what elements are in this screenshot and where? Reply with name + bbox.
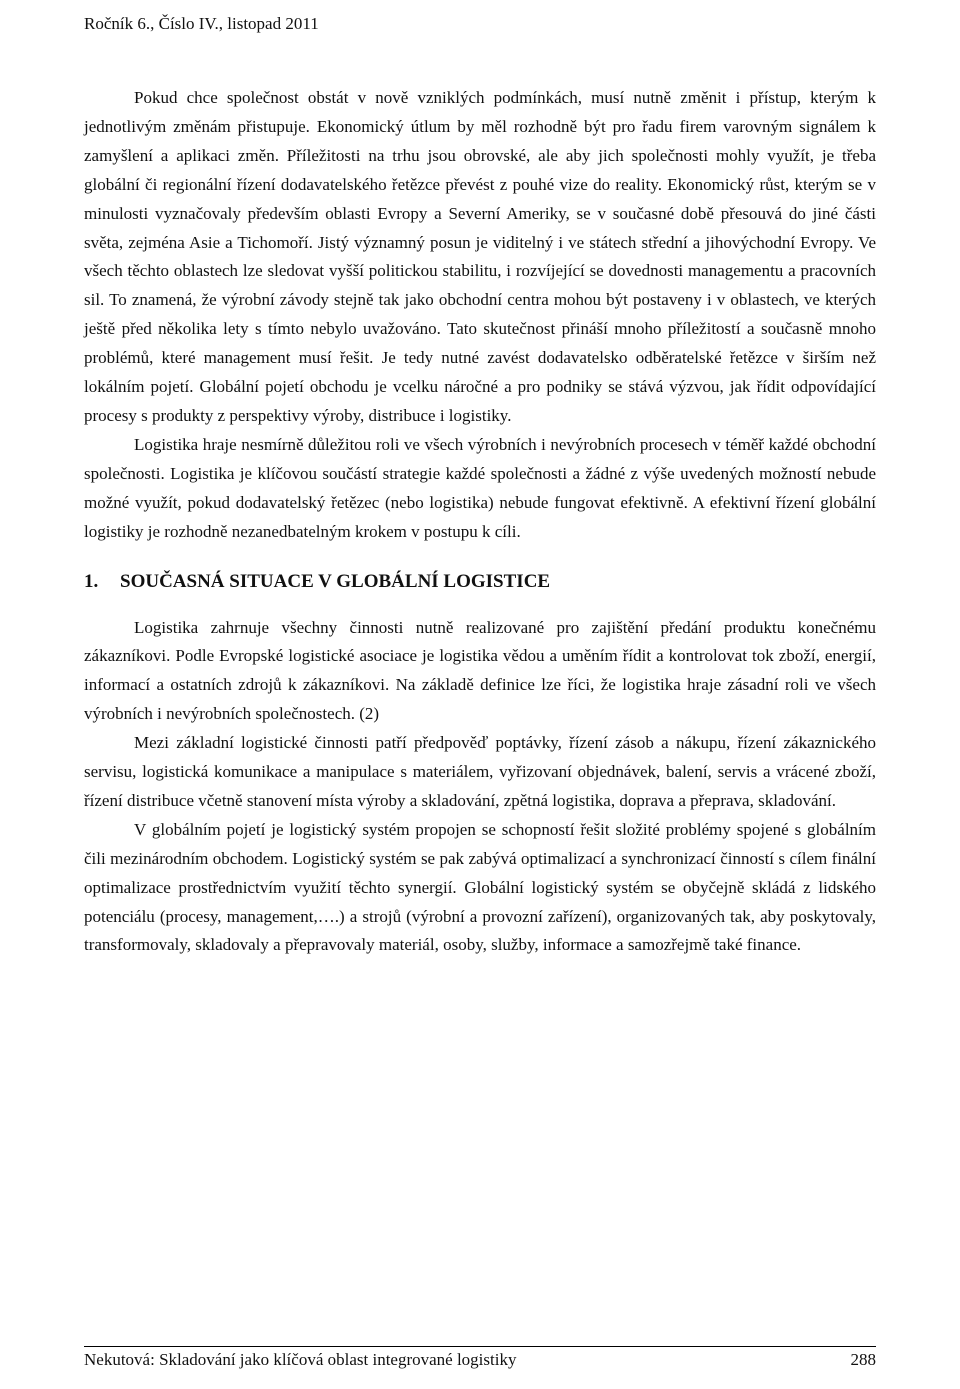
paragraph: Mezi základní logistické činnosti patří předpověď poptávky, řízení zásob a nákupu, řízení zákaznického servisu, logistická komunikace a manipulace s materiálem, vyřizovaní objednávek, balení, servis a vrácené zboží, řízení distribuce včetně stanovení místa výroby a skladování, zpětná logistika, doprava a přeprava, skladování. — [84, 733, 876, 810]
paragraph: Pokud chce společnost obstát v nově vzniklých podmínkách, musí nutně změnit i přístup, kterým k jednotlivým změnám přistupuje. Ekonomický útlum by měl rozhodně být pro řadu firem varovným signálem k zamyšlení a aplikaci změn. Příležitosti na trhu jsou obrovské, ale aby jich společnosti mohly využít, je třeba globální či regionální řízení dodavatelského řetězce převést z pouhé vize do reality. Ekonomický růst, kterým se v minulosti vyznačovaly především oblasti Evropy a Severní Ameriky, se v současné době přesouvá do jiné části světa, zejména Asie a Tichomoří. Jistý významný posun je viditelný i ve státech střední a jihovýchodní Evropy. Ve všech těchto oblastech lze sledovat vyšší politickou stabilitu, i rozvíjející se dovednosti managementu a pracovních sil. To znamená, že výrobní závody stejně tak jako obchodní centra mohou být postaveny i v oblastech, ve kterých ještě před několika lety s tímto nebylo uvažováno. Tato skutečnost přináší mnoho příležitostí a současně mnoho problémů, které management musí řešit. Je tedy nutné zavést dodavatelsko odběratelské řetězce v širším než lokálním pojetí. Globální pojetí obchodu je vcelku náročné a pro podniky se stává výzvou, jak řídit odpovídající procesy s produkty z perspektivy výroby, distribuce i logistiky. — [84, 88, 876, 425]
paragraph: V globálním pojetí je logistický systém propojen se schopností řešit složité problémy spojené s globálním čili mezinárodním obchodem. Logistický systém se pak zabývá optimalizací a synchronizací činností s cílem finální optimalizace prostřednictvím využití těchto synergií. Globální logistický systém se obyčejně skládá z lidského potenciálu (procesy, management,….) a strojů (výrobní a provozní zařízení), organizovaných tak, aby poskytovaly, transformovaly, skladovaly a přepravovaly materiál, osoby, služby, informace a samozřejmě také finance. — [84, 819, 876, 955]
page-footer — [84, 1346, 876, 1370]
paragraph: Logistika zahrnuje všechny činnosti nutně realizované pro zajištění předání produktu konečnému zákazníkovi. Podle Evropské logistické asociace je logistika vědou a uměním řídit a kontrolovat tok zboží, energií, informací a ostatních zdrojů k zákazníkovi. Na základě definice lze říci, že logistika hraje zásadní roli ve všech výrobních i nevýrobních společnostech. (2) — [84, 617, 876, 724]
footer-title: Nekutová: Skladování jako klíčová oblast integrované logistiky — [84, 1350, 517, 1369]
section-number: 1. — [84, 570, 99, 592]
running-header: Ročník 6., Číslo IV., listopad 2011 — [84, 14, 319, 33]
page-number: 288 — [850, 1350, 876, 1369]
section-heading — [84, 568, 876, 596]
paragraph: Logistika hraje nesmírně důležitou roli ve všech výrobních i nevýrobních procesech v téměř každé obchodní společnosti. Logistika je klíčovou součástí strategie každé společnosti a žádné z výše uvedených možností nebude možné využít, pokud dodavatelský řetězec (nebo logistika) nebude fungovat efektivně. A efektivní řízení globální logistiky je rozhodně nezanedbatelným krokem v postupu k cíli. — [84, 434, 876, 541]
section-title: SOUČASNÁ SITUACE V GLOBÁLNÍ LOGISTICE — [120, 570, 551, 592]
page-body — [84, 84, 876, 960]
